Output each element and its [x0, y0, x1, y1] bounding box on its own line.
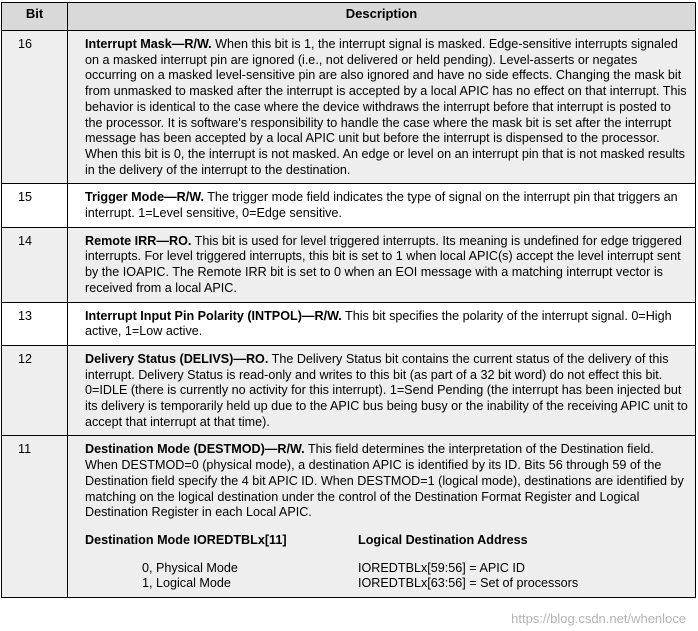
field-text: The trigger mode field indicates the type of signal on the interrupt pin that triggers an interrupt. 1=Level sensitive, 0=Edge sensitive.	[85, 190, 678, 221]
subtable-address-value: IOREDTBLx[59:56] = APIC ID	[358, 560, 525, 575]
bit-number: 14	[2, 227, 68, 302]
bit-number: 12	[2, 345, 68, 436]
subtable-mode-value: 1, Logical Mode	[142, 576, 231, 591]
table-row-bit-15	[2, 184, 696, 227]
field-title: Destination Mode (DESTMOD)—R/W.	[85, 442, 305, 457]
table-header-row	[2, 3, 696, 31]
bit-number: 11	[2, 436, 68, 598]
table-row-bit-14	[2, 227, 696, 302]
bit-number: 13	[2, 302, 68, 345]
bit-description	[68, 31, 696, 184]
description-column-header: Description	[68, 3, 696, 31]
subtable-address-value: IOREDTBLx[63:56] = Set of processors	[358, 576, 579, 591]
field-text: The Delivery Status bit contains the current status of the delivery of this interrupt. Delivery Status is read-only and writes to this bit (as part of a 32 bit word) do not effect this bit. 0=IDLE (there is currently no activity for this interrupt). 1=Send Pending (the interrupt has been injected but its delivery is temporarily held up due to the APIC bus being busy or the inability of the receiving APIC unit to accept that interrupt at that time).	[85, 351, 688, 429]
field-text: This field determines the interpretation of the Destination field. When DESTMOD=0 (physical mode), a destination APIC is identified by its ID. Bits 56 through 59 of the Destination field specify the 4 bit APIC ID. When DESTMOD=1 (logical mode), destinations are identified by matching on the logical destination under the control of the Destination Format Register and Logical Destination Register in each Local APIC.	[85, 442, 684, 520]
subtable-header-address: Logical Destination Address	[358, 532, 528, 547]
table-row-bit-12	[2, 345, 696, 436]
field-title: Delivery Status (DELIVS)—RO.	[85, 351, 269, 366]
subtable-header-mode: Destination Mode IOREDTBLx[11]	[85, 532, 287, 547]
field-title: Trigger Mode—R/W.	[85, 190, 204, 205]
table-row-bit-13	[2, 302, 696, 345]
watermark: https://blog.csdn.net/whenloce	[511, 611, 686, 626]
bit-description	[68, 227, 696, 302]
field-text: This bit specifies the polarity of the interrupt signal. 0=High active, 1=Low active.	[85, 308, 672, 339]
field-title: Remote IRR—RO.	[85, 233, 192, 248]
field-text: This bit is used for level triggered interrupts. Its meaning is undefined for edge triggered interrupts. For level triggered interrupts, this bit is set to 1 when local APIC(s) accept the level interrupt sent by the IOAPIC. The Remote IRR bit is set to 0 when an EOI message with a matching interrupt vector is received from a local APIC.	[85, 233, 682, 295]
table-row-bit-11	[2, 436, 696, 598]
bit-description	[68, 302, 696, 345]
table-row-bit-16	[2, 31, 696, 184]
bit-number: 16	[2, 31, 68, 184]
field-title: Interrupt Input Pin Polarity (INTPOL)—R/W.	[85, 308, 342, 323]
field-title: Interrupt Mask—R/W.	[85, 37, 212, 51]
bit-column-header: Bit	[2, 3, 68, 31]
bit-description	[68, 436, 696, 598]
bit-number: 15	[2, 184, 68, 227]
bit-description	[68, 345, 696, 436]
bit-description	[68, 184, 696, 227]
subtable-mode-value: 0, Physical Mode	[142, 560, 238, 575]
destination-mode-subtable	[85, 533, 689, 592]
field-text: When this bit is 1, the interrupt signal is masked. Edge-sensitive interrupts signaled on a masked interrupt pin are ignored (i.e., not delivered or held pending). Level-asserts or negates occurring on a masked level-sensitive pin are also ignored and have no side effects. Changing the mask bit from unmasked to masked after the interrupt is accepted by a local APIC has no effect on that interrupt. This behavior is identical to the case where the device withdraws the interrupt before that interrupt is posted to the processor. It is software's responsibility to handle the case where the mask bit is set after the interrupt message has been accepted by a local APIC unit but before the interrupt is dispensed to the processor. When this bit is 0, the interrupt is not masked. An edge or level on an interrupt pin that is not masked results in the delivery of the interrupt to the destination.	[85, 37, 687, 177]
register-bit-table	[1, 2, 696, 598]
